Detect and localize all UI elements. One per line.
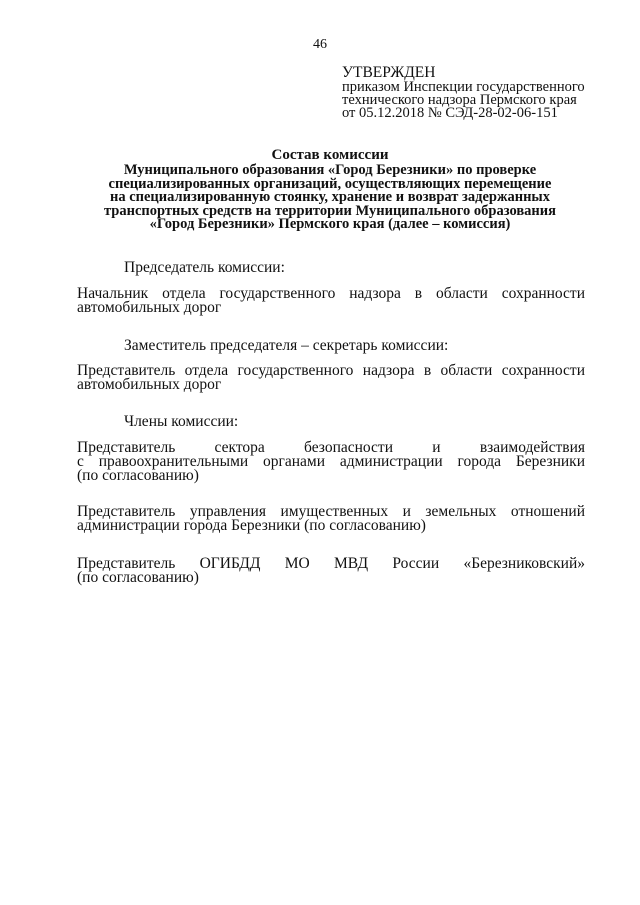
paragraph-line: автомобильных дорог [77,376,222,393]
page-number: 46 [313,37,327,52]
paragraph-line: (по согласованию) [77,467,199,484]
paragraph-line: Начальник отдела государственного надзора в области сохранности [77,285,585,302]
title-main: Состав комиссии [271,147,389,163]
approval-authority-line: технического надзора Пермского края [342,92,577,108]
document-title [70,147,590,232]
paragraph-line: автомобильных дорог [77,299,222,316]
member-item [77,441,585,483]
title-line: специализированных организаций, осуществляющих перемещение [108,175,552,192]
paragraph-line: Представитель управления имущественных и земельных отношений [77,503,585,520]
approval-date-line: от 05.12.2018 № СЭД-28-02-06-151 [342,105,558,121]
paragraph-line: Представитель ОГИБДД МО МВД России «Березниковский» [77,555,585,572]
title-line: Муниципального образования «Город Березники» по проверке [123,162,537,178]
approval-order-line: приказом Инспекции государственного [342,79,585,95]
paragraph-line: Представитель отдела государственного надзора в области сохранности [77,362,585,379]
deputy-paragraph [77,364,585,392]
paragraph-line: с правоохранительными органами администрации города Березники [77,453,585,470]
approval-heading: УТВЕРЖДЕН [342,64,436,81]
approval-stamp [342,65,612,120]
paragraph-line: Представитель сектора безопасности и взаимодействия [77,439,585,456]
title-line: «Город Березники» Пермского края (далее – комиссия) [149,216,511,233]
chairman-paragraph [77,287,585,315]
member-item [77,505,585,533]
paragraph-line: (по согласованию) [77,569,199,586]
title-line: транспортных средств на территории Муниципального образования [104,202,556,219]
chairman-heading: Председатель комиссии: [124,259,285,276]
deputy-heading: Заместитель председателя – секретарь комиссии: [124,337,449,354]
title-line: на специализированную стоянку, хранение и возврат задержанных [109,189,551,206]
members-heading: Члены комиссии: [124,413,239,430]
paragraph-line: администрации города Березники (по согласованию) [77,517,426,534]
member-item [77,557,585,585]
